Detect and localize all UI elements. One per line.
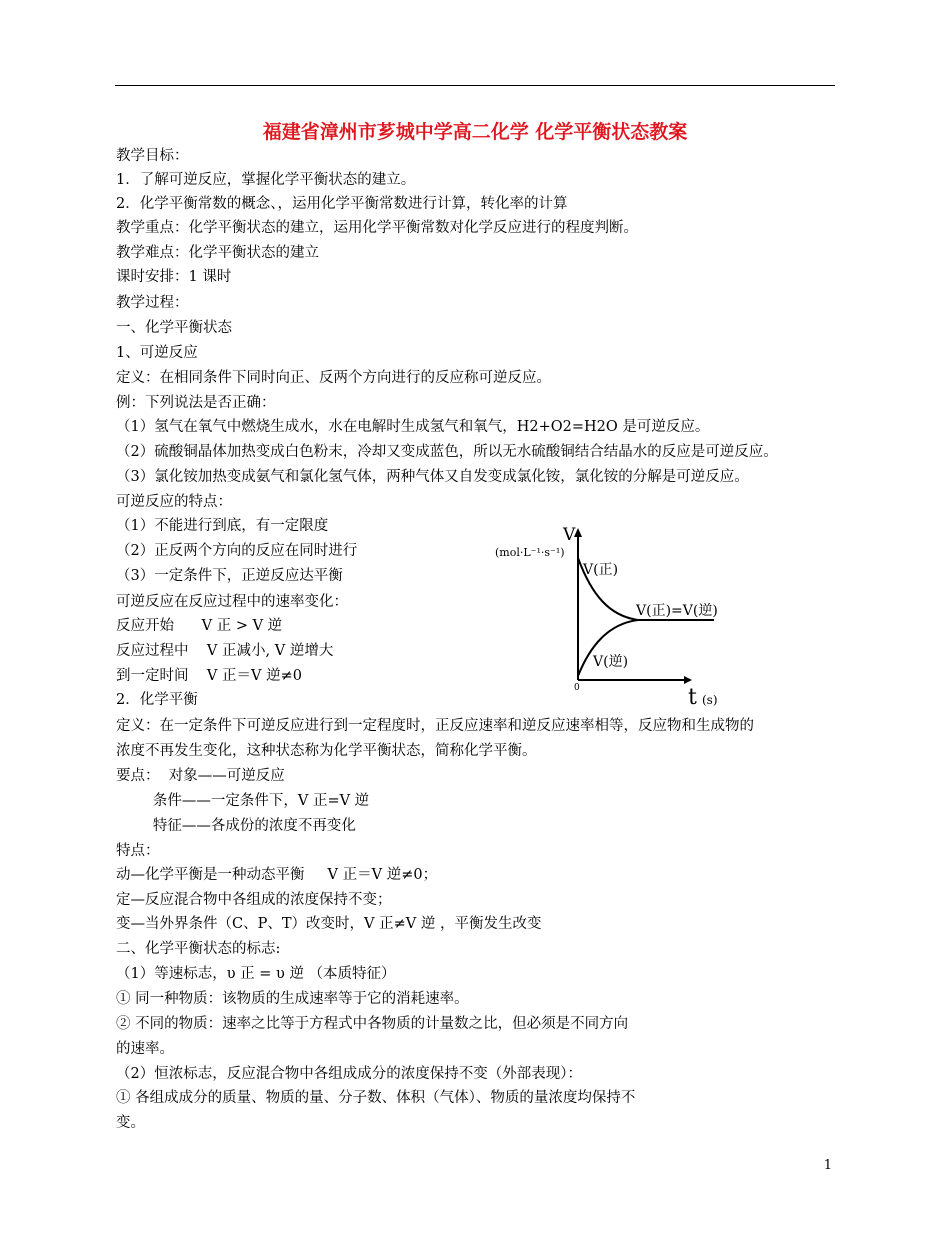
text-line: 到一定时间 V 正＝V 逆≠0 bbox=[116, 668, 302, 684]
text-line: 定义：在相同条件下同时向正、反两个方向进行的反应称可逆反应。 bbox=[116, 370, 551, 386]
text-line: 教学重点：化学平衡状态的建立，运用化学平衡常数对化学反应进行的程度判断。 bbox=[116, 220, 638, 236]
text-line: 可逆反应的特点： bbox=[116, 494, 232, 510]
page-number: 1 bbox=[823, 1158, 832, 1173]
text-line: 浓度不再发生变化，这种状态称为化学平衡状态，简称化学平衡。 bbox=[116, 743, 537, 759]
text-line: 例：下列说法是否正确： bbox=[116, 395, 276, 411]
text-line: 条件——一定条件下，V 正=V 逆 bbox=[116, 793, 370, 809]
text-line: 二、化学平衡状态的标志: bbox=[116, 941, 281, 957]
header-rule bbox=[115, 85, 835, 86]
text-line: 1、可逆反应 bbox=[116, 345, 198, 361]
text-line: 动—化学平衡是一种动态平衡 V 正＝V 逆≠0； bbox=[116, 867, 438, 883]
x-axis-label: t bbox=[688, 685, 697, 710]
text-line: 2．化学平衡常数的概念、，运用化学平衡常数进行计算，转化率的计算 bbox=[116, 196, 568, 212]
text-line: 1．了解可逆反应，掌握化学平衡状态的建立。 bbox=[116, 172, 416, 188]
origin-label: 0 bbox=[574, 683, 580, 693]
forward-rate-label: V(正) bbox=[583, 562, 619, 578]
text-line: 课时安排：1 课时 bbox=[116, 269, 232, 285]
text-line: 定—反应混合物中各组成的浓度保持不变； bbox=[116, 892, 392, 908]
text-line: （3）氯化铵加热变成氨气和氯化氢气体，两种气体又自发变成氯化铵，氯化铵的分解是可逆反应。 bbox=[116, 469, 749, 485]
reverse-rate-label: V(逆) bbox=[593, 654, 629, 670]
text-line: （3）一定条件下，正逆反应达平衡 bbox=[116, 568, 343, 584]
text-line: 变。 bbox=[116, 1115, 145, 1131]
text-line: （1）等速标志，υ 正 = υ 逆 （本质特征） bbox=[116, 966, 396, 982]
equilibrium-label: V(正)=V(逆) bbox=[636, 603, 718, 619]
text-line: 2．化学平衡 bbox=[116, 692, 198, 708]
y-axis-label: V bbox=[563, 525, 576, 545]
text-line: 教学目标： bbox=[116, 148, 189, 164]
text-line: 变—当外界条件（C、P、T）改变时，V 正≠V 逆 ，平衡发生改变 bbox=[116, 916, 542, 932]
text-line: （1）不能进行到底，有一定限度 bbox=[116, 518, 329, 534]
text-line: 反应开始 V 正 > V 逆 bbox=[116, 618, 283, 634]
text-line: 特征——各成份的浓度不再变化 bbox=[116, 818, 356, 834]
x-axis-arrow bbox=[684, 676, 692, 684]
text-line: （1）氢气在氧气中燃烧生成水，水在电解时生成氢气和氧气，H2+O2=H2O 是可逆反应。 bbox=[116, 419, 710, 435]
document-title: 福建省漳州市芗城中学高二化学 化学平衡状态教案 bbox=[262, 121, 688, 143]
text-line: 要点： 对象——可逆反应 bbox=[116, 768, 285, 784]
text-line: （2）正反两个方向的反应在同时进行 bbox=[116, 543, 358, 559]
text-line: 一、化学平衡状态 bbox=[116, 320, 232, 336]
text-line: 定义：在一定条件下可逆反应进行到一定程度时，正反应速率和逆反应速率相等，反应物和生成物的 bbox=[116, 718, 754, 734]
text-line: 可逆反应在反应过程中的速率变化： bbox=[116, 594, 348, 610]
text-line: 特点： bbox=[116, 843, 160, 859]
x-axis-unit: (s) bbox=[702, 693, 718, 707]
text-line: 教学过程： bbox=[116, 295, 189, 311]
text-line: ① 同一种物质：该物质的生成速率等于它的消耗速率。 bbox=[116, 991, 469, 1007]
text-line: 反应过程中 V 正减小, V 逆增大 bbox=[116, 643, 334, 659]
text-line: 教学难点：化学平衡状态的建立 bbox=[116, 245, 319, 261]
text-line: （2）硫酸铜晶体加热变成白色粉末，冷却又变成蓝色，所以无水硫酸铜结合结晶水的反应是可逆反应。 bbox=[116, 444, 778, 460]
text-line: ② 不同的物质：速率之比等于方程式中各物质的计量数之比，但必须是不同方向 bbox=[116, 1016, 629, 1032]
rate-time-graph bbox=[490, 518, 730, 710]
text-line: （2）恒浓标志，反应混合物中各组成成分的浓度保持不变（外部表现）： bbox=[116, 1066, 582, 1082]
text-line: ① 各组成成分的质量、物质的量、分子数、体积（气体）、物质的量浓度均保持不 bbox=[116, 1090, 636, 1106]
text-line: 的速率。 bbox=[116, 1041, 174, 1057]
y-axis-unit: (mol·L⁻¹·s⁻¹) bbox=[495, 546, 565, 559]
